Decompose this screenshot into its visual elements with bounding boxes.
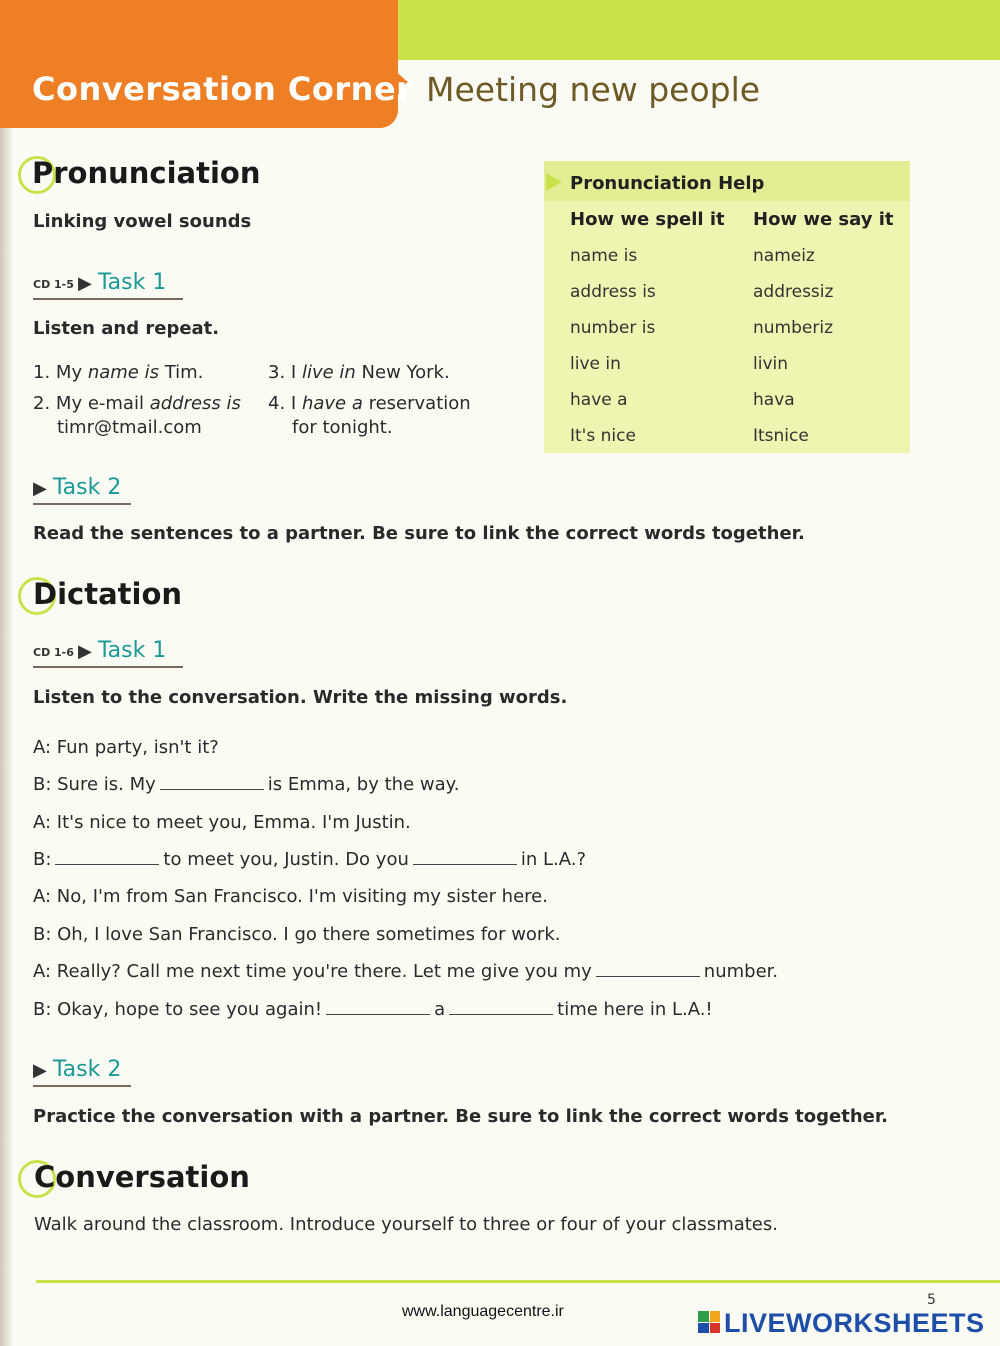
answer-blank[interactable] — [413, 851, 517, 865]
page-title: Conversation Corner — [32, 70, 413, 108]
footer-url-link[interactable]: www.languagecentre.ir — [402, 1303, 564, 1320]
list-item: 2. My e-mail address is — [33, 393, 241, 414]
help-arrow-icon — [546, 173, 562, 191]
pronunciation-heading: Pronunciation — [32, 156, 261, 190]
conversation-heading: Conversation — [34, 1160, 250, 1194]
liveworksheets-logo-icon — [698, 1311, 720, 1333]
task1-label: ▶ Task 1 — [78, 270, 167, 295]
list-item: 3. I live in New York. — [268, 362, 450, 383]
answer-blank[interactable] — [596, 963, 700, 977]
help-cell: livin — [753, 354, 789, 374]
list-item: 4. I have a reservation — [268, 393, 471, 414]
play-triangle-icon: ▶ — [78, 641, 92, 662]
task-underline — [33, 503, 131, 505]
help-column-say: How we say it — [753, 209, 894, 230]
task-underline — [33, 666, 183, 668]
dialogue-line: A: Fun party, isn't it? — [33, 737, 219, 758]
dialogue-line: A: No, I'm from San Francisco. I'm visiting my sister here. — [33, 886, 548, 907]
dialogue-line: B: Sure is. My is Emma, by the way. — [33, 774, 460, 795]
help-cell: hava — [753, 390, 795, 410]
footer-divider — [36, 1280, 1000, 1283]
answer-blank[interactable] — [160, 776, 264, 790]
cd-track-label: CD 1-5 — [33, 278, 74, 291]
list-item-continuation: for tonight. — [292, 417, 393, 438]
play-triangle-icon: ▶ — [33, 478, 47, 499]
dictation-heading: Dictation — [33, 577, 183, 611]
help-cell: name is — [570, 246, 638, 266]
answer-blank[interactable] — [55, 851, 159, 865]
help-cell: number is — [570, 318, 656, 338]
header-green-band — [398, 0, 1000, 60]
task1-label: ▶ Task 1 — [78, 638, 167, 663]
dialogue-line: A: It's nice to meet you, Emma. I'm Justin. — [33, 812, 411, 833]
pronunciation-help-box — [544, 161, 910, 453]
dictation-instruction: Listen to the conversation. Write the missing words. — [33, 687, 568, 708]
help-cell: Itsnice — [753, 426, 809, 446]
task-underline — [33, 1085, 131, 1087]
task2-instruction: Read the sentences to a partner. Be sure to link the correct words together. — [33, 523, 805, 544]
pronunciation-subtitle: Linking vowel sounds — [33, 211, 252, 232]
answer-blank[interactable] — [449, 1001, 553, 1015]
page-subtitle: Meeting new people — [426, 70, 761, 109]
help-cell: nameiz — [753, 246, 815, 266]
dialogue-line: A: Really? Call me next time you're there. Let me give you my number. — [33, 961, 779, 982]
help-cell: numberiz — [753, 318, 833, 338]
task2-label: ▶ Task 2 — [33, 475, 122, 500]
help-cell: addressiz — [753, 282, 834, 302]
help-column-spell: How we spell it — [570, 209, 725, 230]
task-underline — [33, 298, 183, 300]
conversation-instruction: Walk around the classroom. Introduce yourself to three or four of your classmates. — [34, 1214, 778, 1235]
task1-instruction: Listen and repeat. — [33, 318, 220, 339]
answer-blank[interactable] — [326, 1001, 430, 1015]
page-spine-shadow — [0, 0, 14, 1346]
play-triangle-icon: ▶ — [78, 273, 92, 294]
help-cell: live in — [570, 354, 621, 374]
list-item-continuation: timr@tmail.com — [57, 417, 202, 438]
help-cell: address is — [570, 282, 656, 302]
dialogue-line: B: to meet you, Justin. Do you in L.A.? — [33, 849, 587, 870]
cd-track-label: CD 1-6 — [33, 646, 74, 659]
liveworksheets-brand: LIVEWORKSHEETS — [724, 1308, 985, 1338]
task2-label: ▶ Task 2 — [33, 1057, 122, 1082]
page-number: 5 — [927, 1292, 936, 1308]
help-cell: It's nice — [570, 426, 636, 446]
play-triangle-icon: ▶ — [33, 1060, 47, 1081]
dialogue-line: B: Okay, hope to see you again! a time here in L.A.! — [33, 999, 713, 1020]
help-title: Pronunciation Help — [570, 173, 765, 194]
header-orange-tab — [0, 0, 398, 128]
dialogue-line: B: Oh, I love San Francisco. I go there sometimes for work. — [33, 924, 561, 945]
task2-instruction: Practice the conversation with a partner. Be sure to link the correct words together. — [33, 1106, 889, 1127]
list-item: 1. My name is Tim. — [33, 362, 204, 383]
help-cell: have a — [570, 390, 628, 410]
